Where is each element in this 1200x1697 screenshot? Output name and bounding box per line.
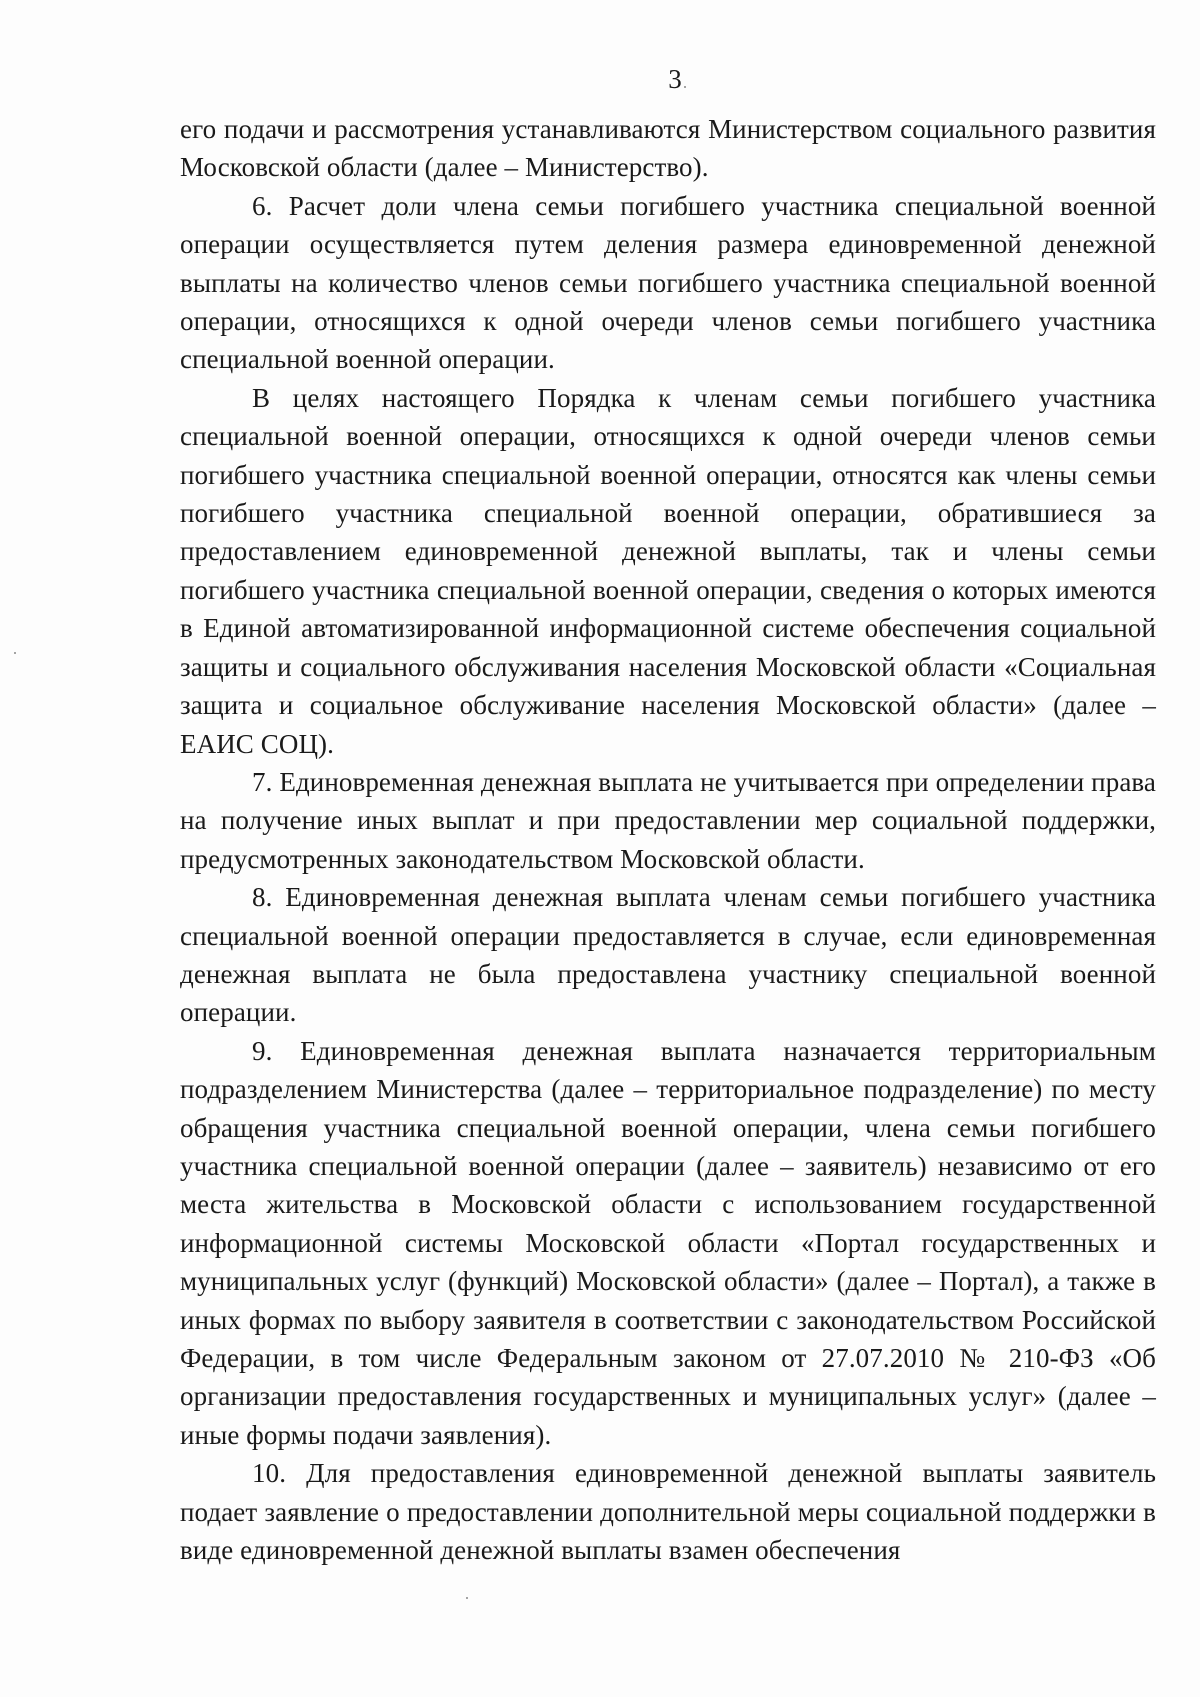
document-body [180, 110, 1156, 1569]
paragraph-item-9: 9. Единовременная денежная выплата назначается территориальным подразделением Министерства (далее – территориальное подразделение) по месту обращения участника специальной военной операции, члена семьи погибшего участника специальной военной операции (далее – заявитель) независимо от его места жительства в Московской области с использованием государственной информационной системы Московской области «Портал государственных и муниципальных услуг (функций) Московской области» (далее – Портал), а также в иных формах по выбору заявителя в соответствии с законодательством Российской Федерации, в том числе Федеральным законом от 27.07.2010 № 210-ФЗ «Об организации предоставления государственных и муниципальных услуг» (далее – иные формы подачи заявления). [180, 1035, 1156, 1450]
scan-speck [684, 86, 686, 88]
scan-speck [466, 1597, 468, 1599]
paragraph-item-6-definition: В целях настоящего Порядка к членам семьи погибшего участника специальной военной операции, относящихся к одной очереди членов семьи погибшего участника специальной военной операции, относятся как члены семьи погибшего участника специальной военной операции, обратившиеся за предоставлением единовременной денежной выплаты, так и члены семьи погибшего участника специальной военной операции, сведения о которых имеются в Единой автоматизированной информационной системе обеспечения социальной защиты и социального обслуживания населения Московской области «Социальная защита и социальное обслуживание населения Московской области» (далее – ЕАИС СОЦ). [180, 382, 1156, 759]
page-number: 3 [668, 64, 682, 94]
paragraph-item-7: 7. Единовременная денежная выплата не учитывается при определении права на получение иных выплат и при предоставлении мер социальной поддержки, предусмотренных законодательством Московской области. [180, 766, 1156, 874]
paragraph-continuation: его подачи и рассмотрения устанавливаются Министерством социального развития Московской области (далее – Министерство). [180, 114, 1156, 183]
scan-speck [14, 652, 16, 654]
paragraph-item-10: 10. Для предоставления единовременной денежной выплаты заявитель подает заявление о предоставлении дополнительной меры социальной поддержки в виде единовременной денежной выплаты взамен обеспечения [180, 1458, 1156, 1566]
paragraph-item-6: 6. Расчет доли члена семьи погибшего участника специальной военной операции осуществляется путем деления размера единовременной денежной выплаты на количество членов семьи погибшего участника специальной военной операции, относящихся к одной очереди членов семьи погибшего участника специальной военной операции. [180, 190, 1156, 375]
paragraph-item-8: 8. Единовременная денежная выплата членам семьи погибшего участника специальной военной операции предоставляется в случае, если единовременная денежная выплата не была предоставлена участнику специальной военной операции. [180, 882, 1156, 1028]
